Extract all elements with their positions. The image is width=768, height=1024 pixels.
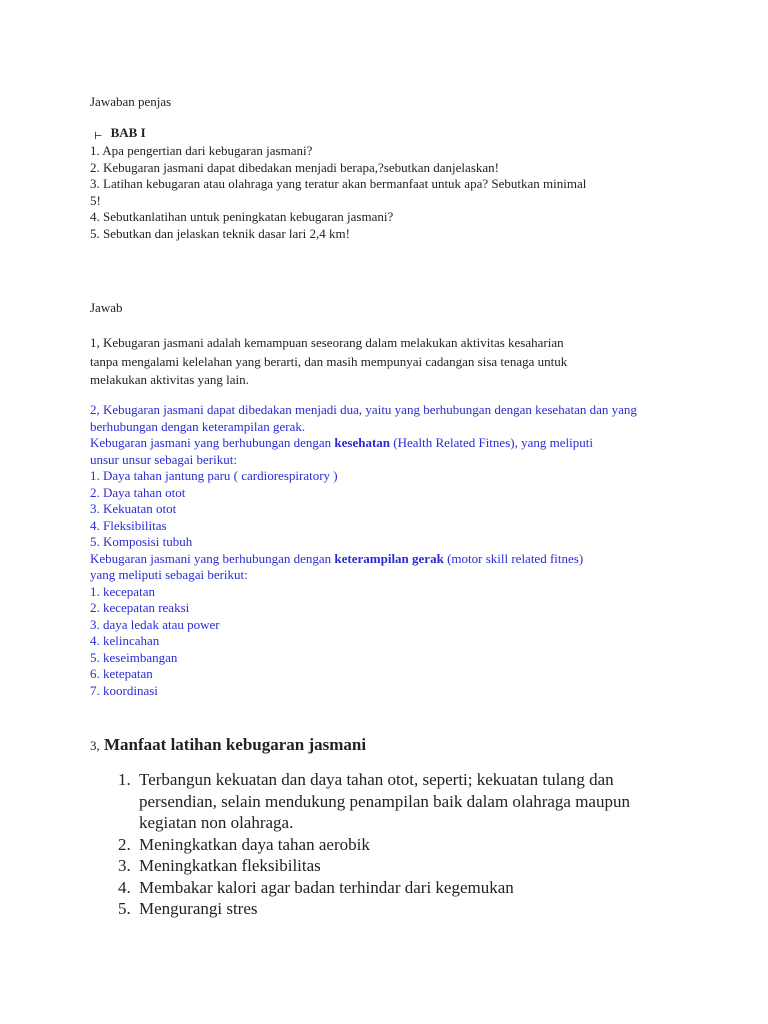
skill-fitness-line xyxy=(90,551,637,568)
skill-suffix: (motor skill related fitnes) xyxy=(443,550,584,566)
benefit-item: 2. Meningkatkan daya tahan aerobik xyxy=(135,834,650,856)
question-line: 4. Sebutkanlatihan untuk peningkatan kebugaran jasmani? xyxy=(90,209,394,224)
answer-3-number: 3, xyxy=(90,738,100,753)
skill-keyword: keterampilan gerak xyxy=(334,550,444,566)
health-item: 4. Fleksibilitas xyxy=(90,517,167,533)
health-item: 1. Daya tahan jantung paru ( cardiorespiratory ) xyxy=(90,468,338,483)
health-item: 3. Kekuatan otot xyxy=(90,501,177,516)
health-keyword: kesehatan xyxy=(334,435,391,450)
chapter-label: BAB I xyxy=(110,125,146,140)
benefit-item: 1. Terbangun kekuatan dan daya tahan otot, seperti; kekuatan tulang dan persendian, selain mendukung penampilan baik dalam olahraga maupun kegiatan non olahraga. xyxy=(135,769,650,834)
skill-item: 6. ketepatan xyxy=(90,666,153,681)
benefit-item: 5. Mengurangi stres xyxy=(135,898,650,920)
answer-1-line: 1, Kebugaran jasmani adalah kemampuan seseorang dalam melakukan aktivitas kesaharian xyxy=(90,335,564,350)
skill-item: 4. kelincahan xyxy=(90,633,160,648)
answer-2-intro-line: 2, Kebugaran jasmani dapat dibedakan menjadi dua, yaitu yang berhubungan dengan kesehatan dan yang xyxy=(90,402,637,417)
answer-3 xyxy=(90,734,650,920)
health-fitness-line xyxy=(90,435,637,452)
answer-label: Jawab xyxy=(90,300,123,315)
answer-2-intro-line: berhubungan dengan keterampilan gerak. xyxy=(90,418,306,434)
skill-item: 3. daya ledak atau power xyxy=(90,616,220,632)
question-line: 3. Latihan kebugaran atau olahraga yang teratur akan bermanfaat untuk apa? Sebutkan minimal xyxy=(90,176,587,191)
skill-prefix: Kebugaran jasmani yang berhubungan dengan xyxy=(90,550,335,566)
answer-1 xyxy=(90,334,567,390)
skill-item: 2. kecepatan reaksi xyxy=(90,600,190,615)
health-item: 2. Daya tahan otot xyxy=(90,484,186,500)
benefit-item: 3. Meningkatkan fleksibilitas xyxy=(135,855,650,877)
question-list xyxy=(90,143,586,242)
skill-item: 5. keseimbangan xyxy=(90,649,178,665)
question-line: 2. Kebugaran jasmani dapat dibedakan menjadi berapa,?sebutkan danjelaskan! xyxy=(90,159,499,175)
skill-fitness-line2: yang meliputi sebagai berikut: xyxy=(90,567,248,582)
benefit-list xyxy=(90,769,650,920)
document-title: Jawaban penjas xyxy=(90,94,172,109)
question-line: 5. Sebutkan dan jelaskan teknik dasar lari 2,4 km! xyxy=(90,225,350,241)
answer-3-heading xyxy=(90,734,650,757)
question-line: 1. Apa pengertian dari kebugaran jasmani? xyxy=(90,143,313,158)
health-suffix: (Health Related Fitnes), yang meliputi xyxy=(390,435,593,450)
health-prefix: Kebugaran jasmani yang berhubungan dengan xyxy=(90,435,335,450)
health-fitness-line2: unsur unsur sebagai berikut: xyxy=(90,451,237,467)
skill-item: 7. koordinasi xyxy=(90,682,158,698)
chapter-heading xyxy=(94,125,146,141)
answer-2 xyxy=(90,402,637,699)
benefit-item: 4. Membakar kalori agar badan terhindar dari kegemukan xyxy=(135,877,650,899)
answer-1-line: tanpa mengalami kelelahan yang berarti, dan masih mempunyai cadangan sisa tenaga untuk xyxy=(90,353,568,369)
health-item: 5. Komposisi tubuh xyxy=(90,534,193,549)
answer-1-line: melakukan aktivitas yang lain. xyxy=(90,372,249,387)
skill-item: 1. kecepatan xyxy=(90,583,155,599)
question-line: 5! xyxy=(90,192,101,208)
answer-3-title: Manfaat latihan kebugaran jasmani xyxy=(104,735,367,754)
bullet-glyph-icon: ⊢ xyxy=(94,131,103,142)
